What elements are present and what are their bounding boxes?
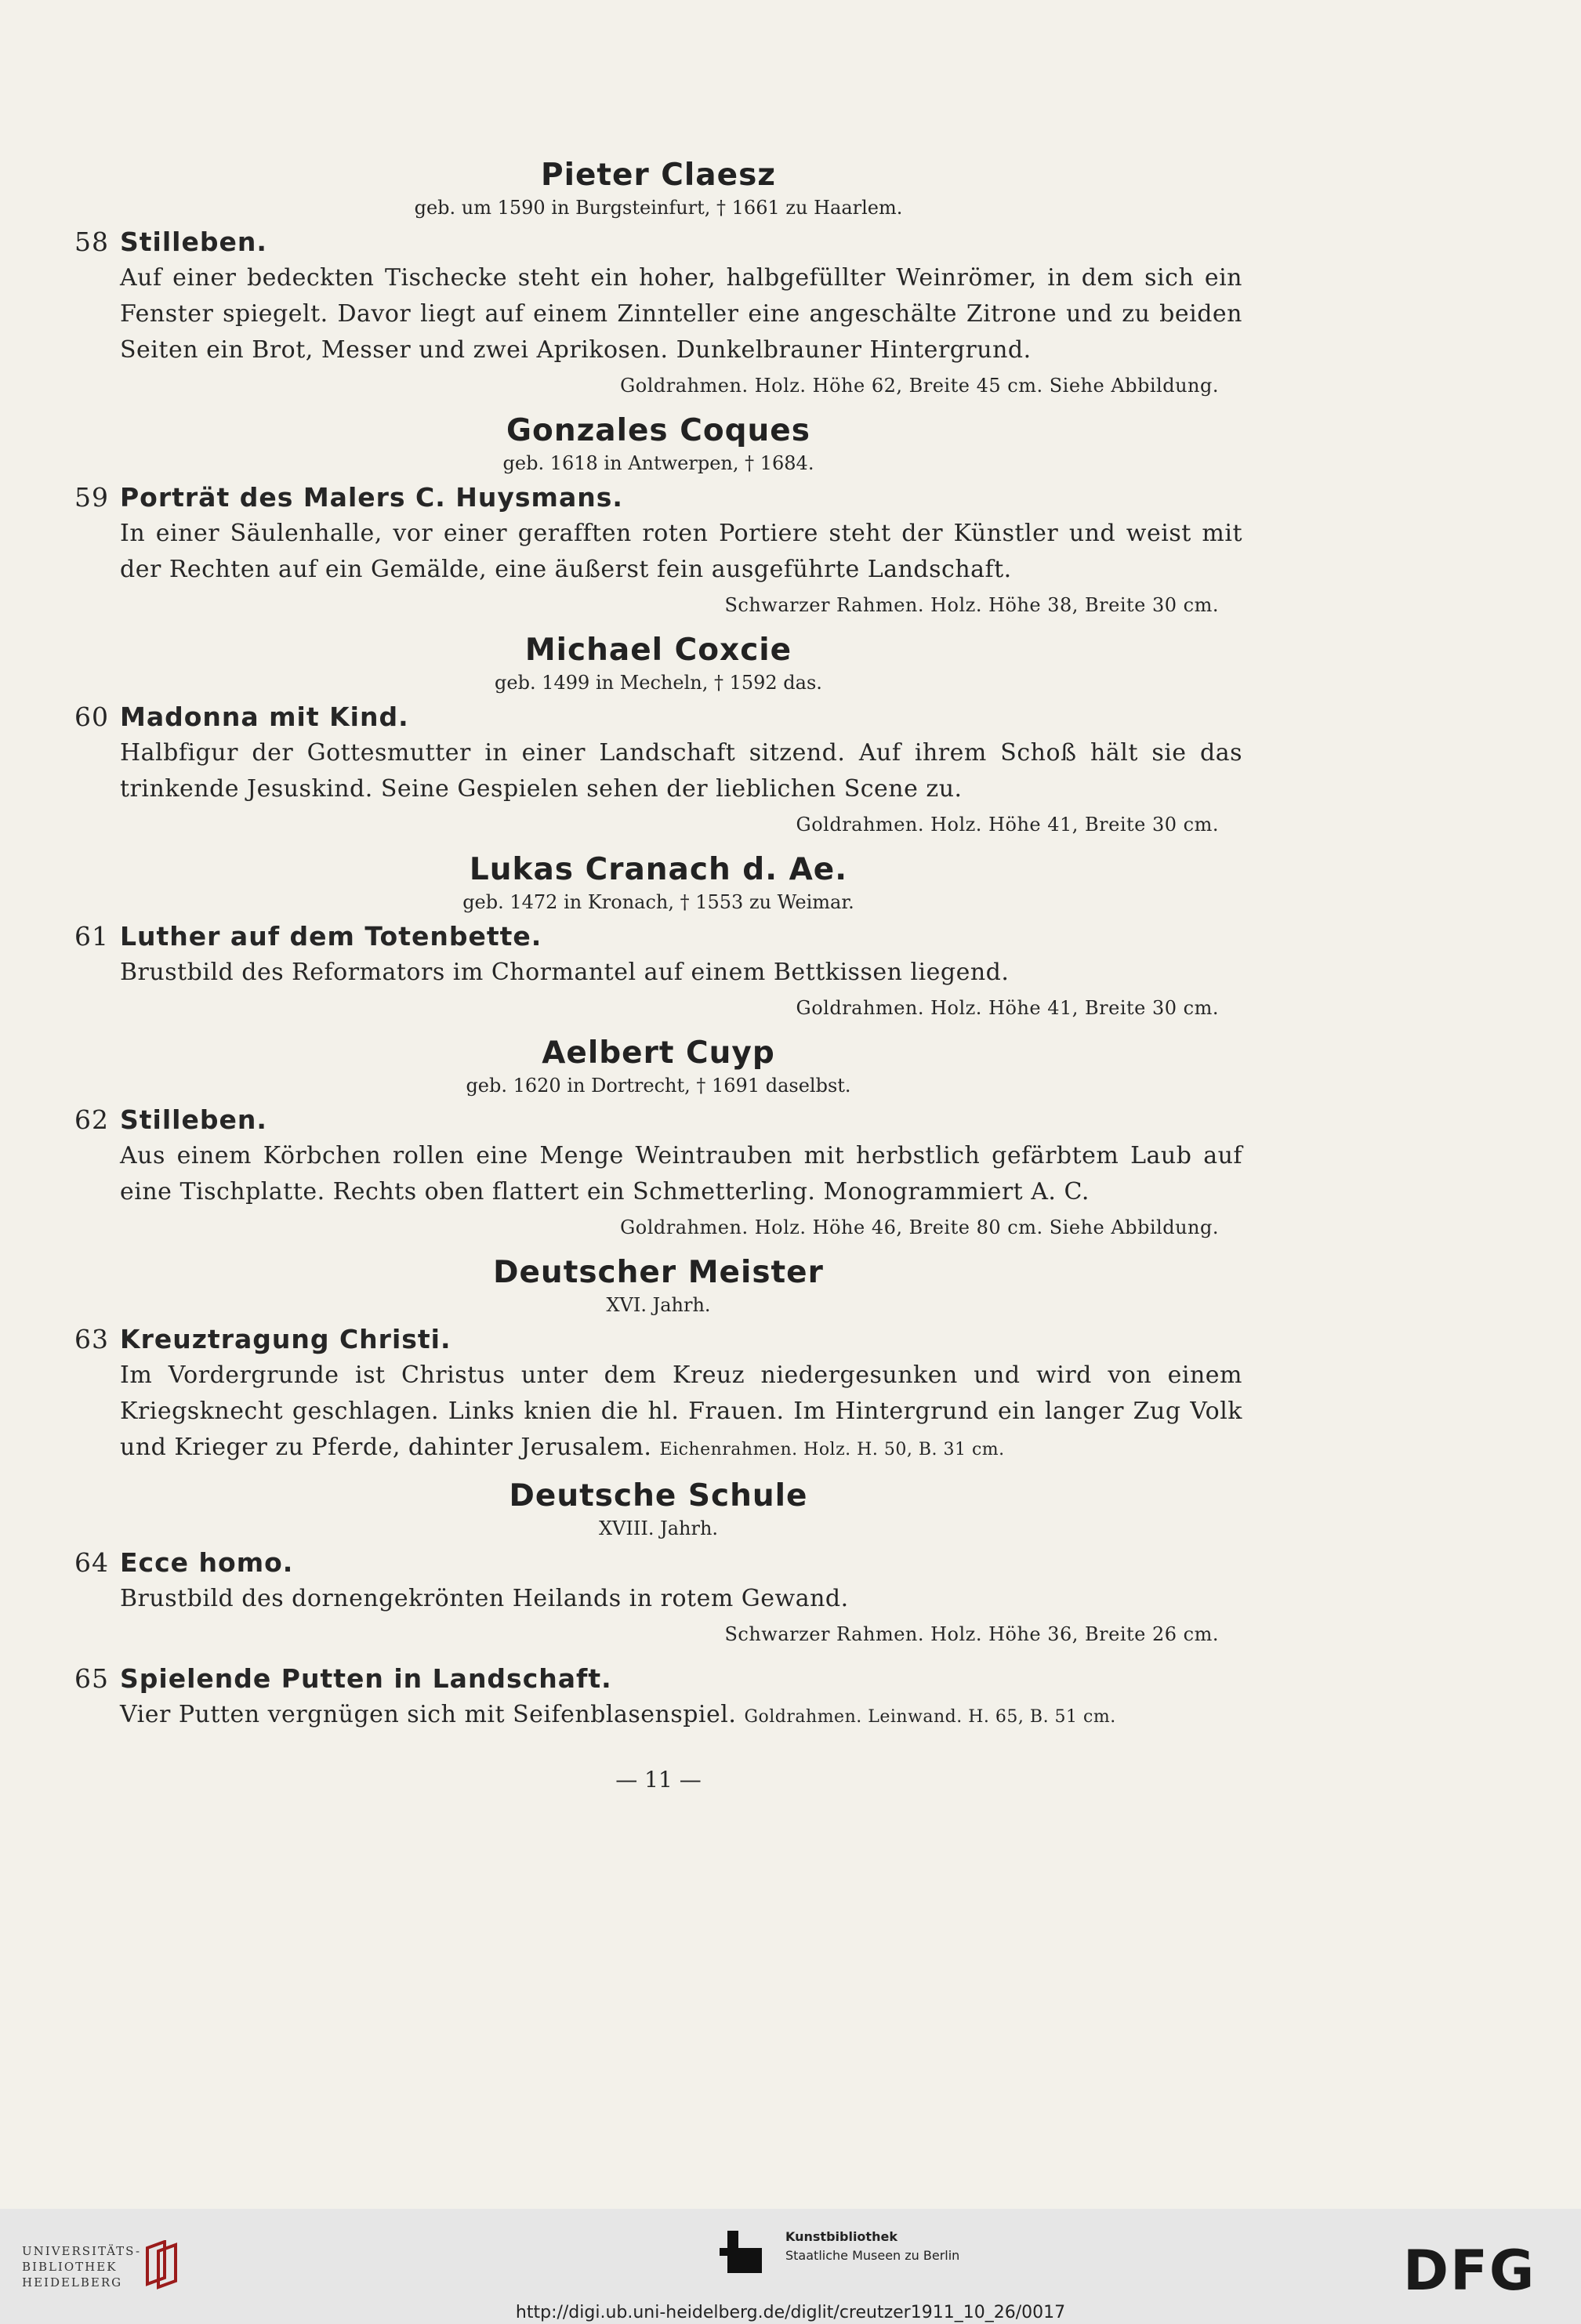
artist-life-dates: XVIII. Jahrh. [598, 1517, 719, 1539]
university-logo-icon [141, 2240, 185, 2292]
entry-frame-details: Goldrahmen. Holz. Höhe 46, Breite 80 cm. Siehe Abbildung. [620, 1216, 1219, 1238]
catalog-entry [74, 1661, 1242, 1735]
catalog-entry [74, 224, 1242, 403]
artist-section [74, 412, 1242, 622]
entry-heading [74, 1661, 1242, 1697]
university-logo-line: UNIVERSITÄTS- [22, 2244, 142, 2258]
entry-description [120, 735, 1242, 807]
artist-section [74, 632, 1242, 842]
entry-description-text: Vier Putten vergnügen sich mit Seifenblasenspiel. [120, 1701, 737, 1728]
entry-frame-details: Schwarzer Rahmen. Holz. Höhe 38, Breite 30 cm. [724, 594, 1219, 616]
entry-number: 61 [74, 921, 109, 952]
artist-section [74, 851, 1242, 1025]
entry-description [120, 516, 1242, 588]
entry-description [120, 1697, 1242, 1735]
catalog-entry [74, 1322, 1242, 1468]
entry-frame-details: Goldrahmen. Holz. Höhe 62, Breite 45 cm. Siehe Abbildung. [620, 375, 1219, 397]
entry-frame-details: Goldrahmen. Leinwand. H. 65, B. 51 cm. [744, 1707, 1116, 1727]
entry-description-text: Auf einer bedeckten Tischecke steht ein hoher, halbgefüllter Weinrömer, in dem sich ein Fenster spiegelt. Davor liegt auf einem Zinnteller eine angeschälte Zitrone und zu beiden Seiten ein Brot, Messer und zwei Aprikosen. Dunkelbrauner Hintergrund. [120, 264, 1242, 364]
entry-description-text: In einer Säulenhalle, vor einer gerafften roten Portiere steht der Künstler und weist mit der Rechten auf ein Gemälde, eine äußerst fein ausgeführte Landschaft. [120, 520, 1242, 583]
entry-heading [74, 1545, 1242, 1581]
artist-name: Deutsche Schule [509, 1478, 808, 1514]
university-library-logo[interactable] [22, 2243, 141, 2290]
entry-number: 62 [74, 1104, 109, 1135]
artist-life-dates: geb. um 1590 in Burgsteinfurt, † 1661 zu Haarlem. [414, 197, 903, 219]
artist-heading [74, 412, 1242, 477]
entry-title: Ecce homo. [120, 1547, 294, 1578]
entry-number: 60 [74, 702, 109, 732]
catalog-entry [74, 1545, 1242, 1651]
artist-name: Michael Coxcie [524, 633, 792, 668]
dfg-logo[interactable]: DFG [1403, 2239, 1536, 2303]
entry-title: Madonna mit Kind. [120, 702, 409, 732]
entry-heading [74, 480, 1242, 516]
entry-heading [74, 1102, 1242, 1138]
entry-number: 59 [74, 482, 109, 513]
artist-name: Lukas Cranach d. Ae. [469, 852, 848, 887]
permalink-url[interactable]: http://digi.ub.uni-heidelberg.de/diglit/creutzer1911_10_26/0017 [515, 2303, 1066, 2322]
entry-heading [74, 919, 1242, 955]
entry-description-text: Im Vordergrunde ist Christus unter dem Kreuz niedergesunken und wird von einem Kriegsknecht geschlagen. Links knien die hl. Frauen. Im Hintergrund ein langer Zug Volk und Krieger zu Pferde, dahinter Jerusalem. [120, 1361, 1242, 1461]
page-number: — 11 — [615, 1767, 702, 1793]
entry-number: 64 [74, 1547, 109, 1578]
entry-title: Spielende Putten in Landschaft. [120, 1663, 612, 1694]
entry-frame-details: Eichenrahmen. Holz. H. 50, B. 31 cm. [659, 1440, 1005, 1459]
artist-heading [74, 632, 1242, 696]
kunstbibliothek-logo[interactable] [785, 2228, 959, 2265]
entry-description-text: Aus einem Körbchen rollen eine Menge Weintrauben mit herbstlich gefärbtem Laub auf eine Tischplatte. Rechts oben flattert ein Schmetterling. Monogrammiert A. C. [120, 1142, 1242, 1206]
catalog-entry [74, 1102, 1242, 1245]
entry-description [120, 1581, 1242, 1617]
catalog-entry [74, 480, 1242, 622]
entry-title: Stilleben. [120, 227, 267, 257]
entry-frame-details: Goldrahmen. Holz. Höhe 41, Breite 30 cm. [796, 814, 1219, 836]
artist-section [74, 1035, 1242, 1245]
entry-frame-details: Goldrahmen. Holz. Höhe 41, Breite 30 cm. [796, 997, 1219, 1019]
kunstbibliothek-subtitle: Staatliche Museen zu Berlin [785, 2248, 960, 2263]
university-logo-line: BIBLIOTHEK [22, 2260, 118, 2274]
university-logo-line: HEIDELBERG [22, 2275, 123, 2290]
entry-frame-details: Schwarzer Rahmen. Holz. Höhe 36, Breite 26 cm. [724, 1623, 1219, 1645]
artist-heading [74, 1254, 1242, 1318]
kunstbibliothek-logo-icon[interactable] [720, 2224, 774, 2279]
viewer-footer [0, 2209, 1581, 2324]
artist-heading [74, 851, 1242, 915]
artist-life-dates: geb. 1472 in Kronach, † 1553 zu Weimar. [462, 891, 854, 913]
entry-title: Kreuztragung Christi. [120, 1324, 451, 1354]
entry-number: 65 [74, 1663, 109, 1694]
artist-name: Aelbert Cuyp [542, 1035, 775, 1071]
entry-title: Stilleben. [120, 1104, 267, 1135]
artist-name: Deutscher Meister [493, 1255, 824, 1290]
entry-description [120, 260, 1242, 368]
entry-title: Luther auf dem Totenbette. [120, 921, 542, 952]
artist-life-dates: geb. 1499 in Mecheln, † 1592 das. [495, 672, 822, 694]
kunstbibliothek-title: Kunstbibliothek [785, 2229, 897, 2244]
artist-section [74, 1254, 1242, 1468]
entry-number: 58 [74, 227, 109, 257]
artist-section [74, 157, 1242, 403]
artist-heading [74, 1035, 1242, 1099]
artist-life-dates: geb. 1618 in Antwerpen, † 1684. [502, 452, 814, 474]
artist-life-dates: XVI. Jahrh. [606, 1294, 711, 1316]
catalog-content [74, 157, 1242, 1793]
entry-description [120, 955, 1242, 991]
entry-description-text: Brustbild des dornengekrönten Heilands in rotem Gewand. [120, 1585, 849, 1612]
artist-name: Pieter Claesz [541, 158, 776, 193]
catalog-entry [74, 699, 1242, 842]
entry-number: 63 [74, 1324, 109, 1354]
entry-heading [74, 1322, 1242, 1358]
entry-heading [74, 224, 1242, 260]
artist-heading [74, 157, 1242, 221]
entry-description-text: Halbfigur der Gottesmutter in einer Landschaft sitzend. Auf ihrem Schoß hält sie das trinkende Jesuskind. Seine Gespielen sehen der lieblichen Scene zu. [120, 739, 1242, 803]
entry-heading [74, 699, 1242, 735]
artist-heading [74, 1477, 1242, 1542]
entry-description-text: Brustbild des Reformators im Chormantel auf einem Bettkissen liegend. [120, 959, 1010, 986]
artist-name: Gonzales Coques [506, 413, 810, 448]
entry-description [120, 1358, 1242, 1468]
artist-life-dates: geb. 1620 in Dortrecht, † 1691 daselbst. [466, 1075, 851, 1097]
entry-title: Porträt des Malers C. Huysmans. [120, 482, 623, 513]
entry-description [120, 1138, 1242, 1210]
catalog-entry [74, 919, 1242, 1025]
artist-section [74, 1477, 1242, 1735]
